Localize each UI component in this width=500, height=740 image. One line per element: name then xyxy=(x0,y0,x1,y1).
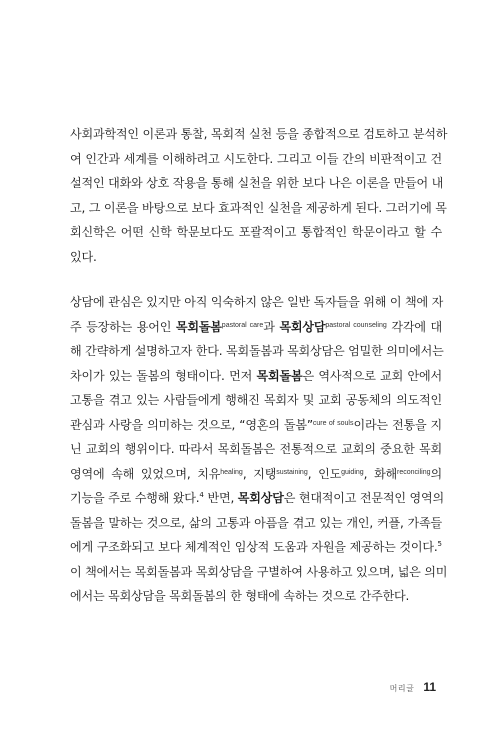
footnote-marker: 5 xyxy=(437,540,442,548)
text-line: 고, 그 이론을 바탕으로 보다 효과적인 실천을 제공하게 된다. 그러기에 목 xyxy=(70,200,447,215)
text-line xyxy=(70,462,442,487)
text-segment: 반면, xyxy=(203,491,238,505)
text-segment: 이라는 전통을 지 xyxy=(353,417,443,432)
text-segment: 의 xyxy=(430,466,442,481)
text-segment: 주 등장하는 용어인 xyxy=(70,319,176,334)
term-pastoral-care: 목회돌봄 xyxy=(175,319,222,334)
english-term: pastoral care xyxy=(221,321,264,329)
text-line: 있다. xyxy=(70,249,97,264)
english-term: reconciling xyxy=(397,468,431,476)
paragraph-1 xyxy=(70,122,448,269)
text-segment: 은 역사적으로 교회 안에서 xyxy=(302,368,442,383)
text-line: 해 간략하게 설명하고자 한다. 목회돌봄과 목회상담은 엄밀한 의미에서는 xyxy=(70,344,444,358)
page-footer xyxy=(390,680,436,694)
english-term: pastoral counseling xyxy=(325,321,387,329)
text-segment: 기능을 주로 수행해 왔다. xyxy=(70,491,200,505)
term-pastoral-care: 목회돌봄 xyxy=(256,368,303,383)
english-term: cure of souls xyxy=(312,419,354,427)
text-segment: , 지탱 xyxy=(242,466,277,481)
english-term: sustaining xyxy=(276,468,308,476)
text-line xyxy=(70,535,442,560)
text-line: 고통을 겪고 있는 사람들에게 행해진 목회자 및 교회 공동체의 의도적인 xyxy=(70,393,442,407)
text-line: 돌봄을 말하는 것으로, 삶의 고통과 아픔을 겪고 있는 개인, 커플, 가족들 xyxy=(70,515,442,530)
text-line: 에서는 목회상담을 목회돌봄의 한 형태에 속하는 것으로 간주한다. xyxy=(70,589,410,603)
text-line xyxy=(70,486,442,511)
text-line xyxy=(70,315,442,340)
text-line: 이 책에서는 목회돌봄과 목회상담을 구별하여 사용하고 있으며, 넓은 의미 xyxy=(70,564,448,579)
term-pastoral-counseling: 목회상담 xyxy=(279,319,326,334)
running-footer-section: 머리글 xyxy=(389,684,415,693)
text-line: 여 인간과 세계를 이해하려고 시도한다. 그리고 이들 간의 비판적이고 건 xyxy=(70,151,442,166)
text-segment: 은 현대적이고 전문적인 영역의 xyxy=(283,491,444,505)
text-segment: 과 xyxy=(263,319,280,334)
term-pastoral-counseling: 목회상담 xyxy=(237,491,284,505)
text-segment: 각각에 대 xyxy=(386,319,442,334)
text-line: 상담에 관심은 있지만 아직 익숙하지 않은 일반 독자들을 위해 이 책에 자 xyxy=(70,295,444,309)
text-segment: 차이가 있는 돌봄의 형태이다. 먼저 xyxy=(70,368,257,383)
text-line xyxy=(70,413,442,438)
text-line: 회신학은 어떤 신학 학문보다도 포괄적이고 통합적인 학문이라고 할 수 xyxy=(70,225,442,239)
text-line: 닌 교회의 행위이다. 따라서 목회돌봄은 전통적으로 교회의 중요한 목회 xyxy=(70,442,442,456)
text-line xyxy=(70,364,442,389)
page-number: 11 xyxy=(423,680,436,694)
text-segment: 영역에 속해 있었으며, 치유 xyxy=(70,466,221,481)
text-segment: , 인도 xyxy=(307,466,342,481)
footnote-marker: 4 xyxy=(199,491,204,499)
english-term: guiding xyxy=(341,468,364,476)
text-line: 사회과학적인 이론과 통찰, 목회적 실천 등을 종합적으로 검토하고 분석하 xyxy=(70,127,448,141)
text-segment: 에게 구조화되고 보다 체계적인 임상적 도움과 자원을 제공하는 것이다. xyxy=(70,540,438,554)
paragraph-2 xyxy=(70,290,448,609)
text-line: 설적인 대화와 상호 작용을 통해 실천을 위한 보다 나은 이론을 만들어 내 xyxy=(70,176,444,190)
english-term: healing xyxy=(220,468,243,476)
text-segment: , 화해 xyxy=(363,466,398,481)
text-segment: 관심과 사랑을 의미하는 것으로, “영혼의 돌봄” xyxy=(70,417,313,432)
